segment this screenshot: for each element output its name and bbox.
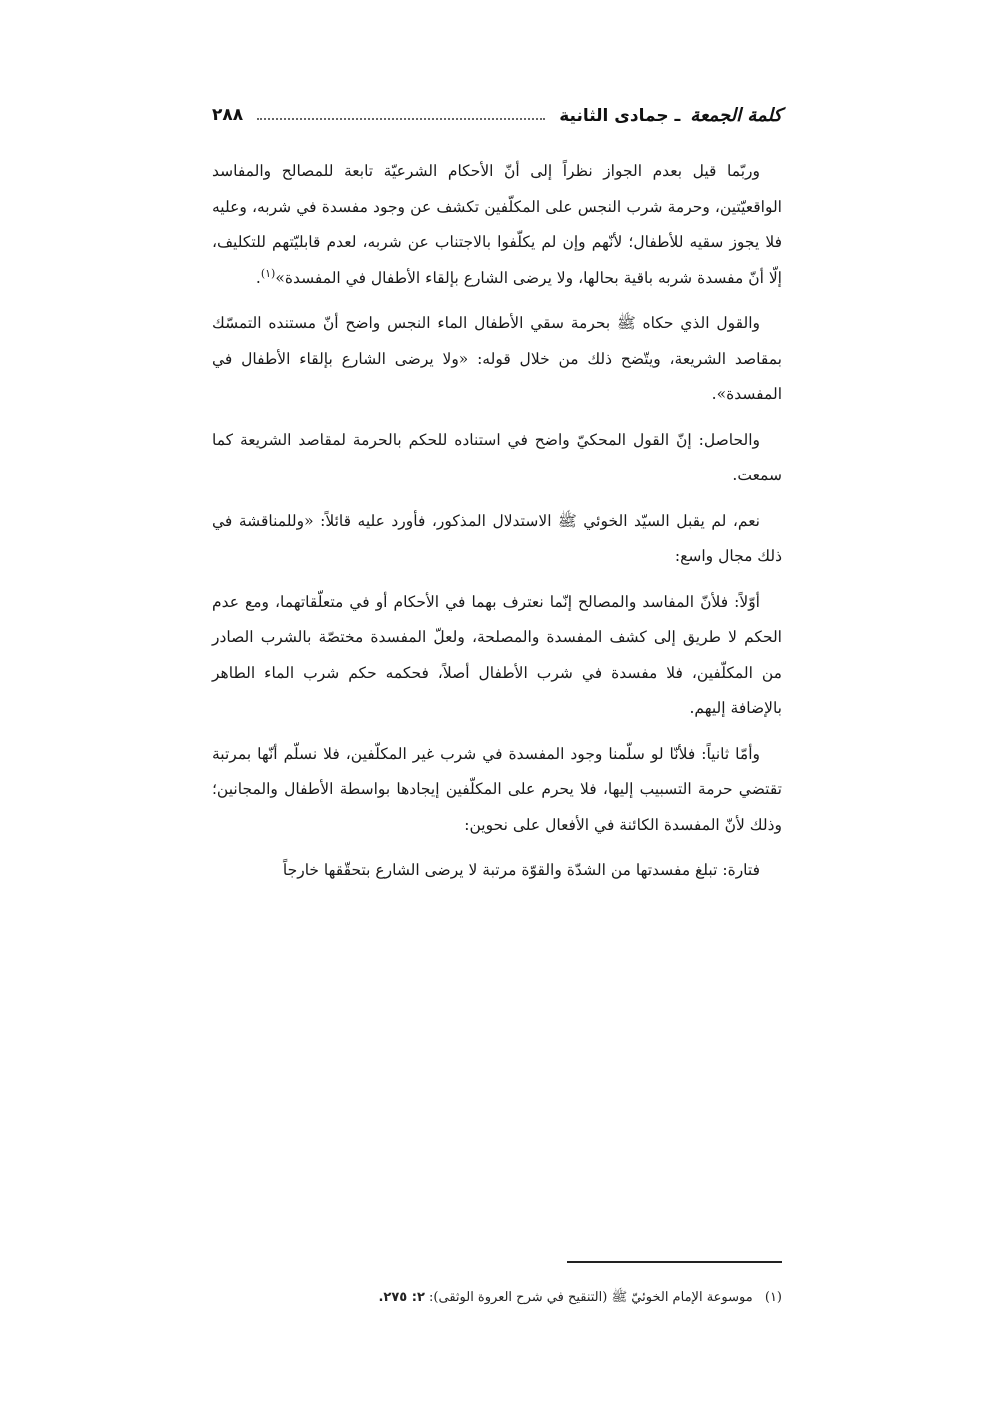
paragraph: نعم، لم يقبل السيّد الخوئي ﷺ الاستدلال المذكور، فأورد عليه قائلاً: «وللمناقشة في ذلك مجال واسع: bbox=[212, 511, 782, 565]
footnote-page-ref: ٢: ٢٧٥. bbox=[378, 1290, 425, 1305]
running-header bbox=[212, 98, 782, 132]
header-dotted-leader bbox=[257, 118, 545, 120]
footnote-text: موسوعة الإمام الخوئيّ ﷺ (التنقيح في شرح العروة الوثقى): bbox=[429, 1290, 753, 1305]
paragraph bbox=[212, 154, 782, 296]
paragraph: وأمّا ثانياً: فلأنّا لو سلّمنا وجود المفسدة في شرب غير المكلّفين، فلا نسلّم أنّها بمرتبة تقتضي حرمة التسبيب إليها، فلا يحرم على المكلّفين إيجادها بواسطة الأطفال والمجانين؛ وذلك لأنّ المفسدة الكائنة في الأفعال على نحوين: bbox=[212, 744, 782, 834]
header-title bbox=[559, 105, 782, 126]
paragraph: فتارة: تبلغ مفسدتها من الشدّة والقوّة مرتبة لا يرضى الشارع بتحقّقها خارجاً bbox=[282, 861, 760, 879]
header-logo-text: كلمة الجمعة bbox=[690, 104, 782, 126]
header-title-text: ـ جمادى الثانية bbox=[559, 105, 681, 126]
footnote-number: (١) bbox=[764, 1290, 782, 1305]
body-text bbox=[212, 154, 782, 899]
paragraph: أوّلاً: فلأنّ المفاسد والمصالح إنّما نعترف بهما في الأحكام أو في متعلّقاتهما، ومع عدم الحكم لا طريق إلى كشف المفسدة والمصلحة، ولعلّ المفسدة مختصّة بالشرب الصادر من المكلّفين، فلا مفسدة في شرب الأطفال أصلاً، فحكمه حكم شرب الماء الطاهر بالإضافة إليهم. bbox=[212, 592, 782, 717]
paragraph-tail: . bbox=[255, 268, 261, 287]
paragraph-text: وربّما قيل بعدم الجواز نظراً إلى أنّ الأحكام الشرعيّة تابعة للمصالح والمفاسد الواقعيّتين، وحرمة شرب النجس على المكلّفين تكشف عن وجود مفسدة في شربه، وعليه فلا يجوز سقيه للأطفال؛ لأنّهم وإن لم يكلّفوا بالاجتناب عن شربه، لعدم قابليّتهم للتكليف، إلّا أنّ مفسدة شربه باقية بحالها، ولا يرضى الشارع بإلقاء الأطفال في المفسدة» bbox=[212, 162, 782, 287]
page-number: ٢٨٨ bbox=[212, 105, 244, 125]
footnote bbox=[212, 1287, 782, 1309]
footnote-reference[interactable]: (١) bbox=[260, 266, 276, 280]
footnote-separator bbox=[567, 1261, 782, 1263]
paragraph: والقول الذي حكاه ﷺ بحرمة سقي الأطفال الماء النجس واضح أنّ مستنده التمسّك بمقاصد الشريعة، ويتّضح ذلك من خلال قوله: «ولا يرضى الشارع بإلقاء الأطفال في المفسدة». bbox=[212, 314, 782, 403]
paragraph: والحاصل: إنّ القول المحكيّ واضح في استناده للحكم بالحرمة لمقاصد الشريعة كما سمعت. bbox=[212, 430, 782, 484]
